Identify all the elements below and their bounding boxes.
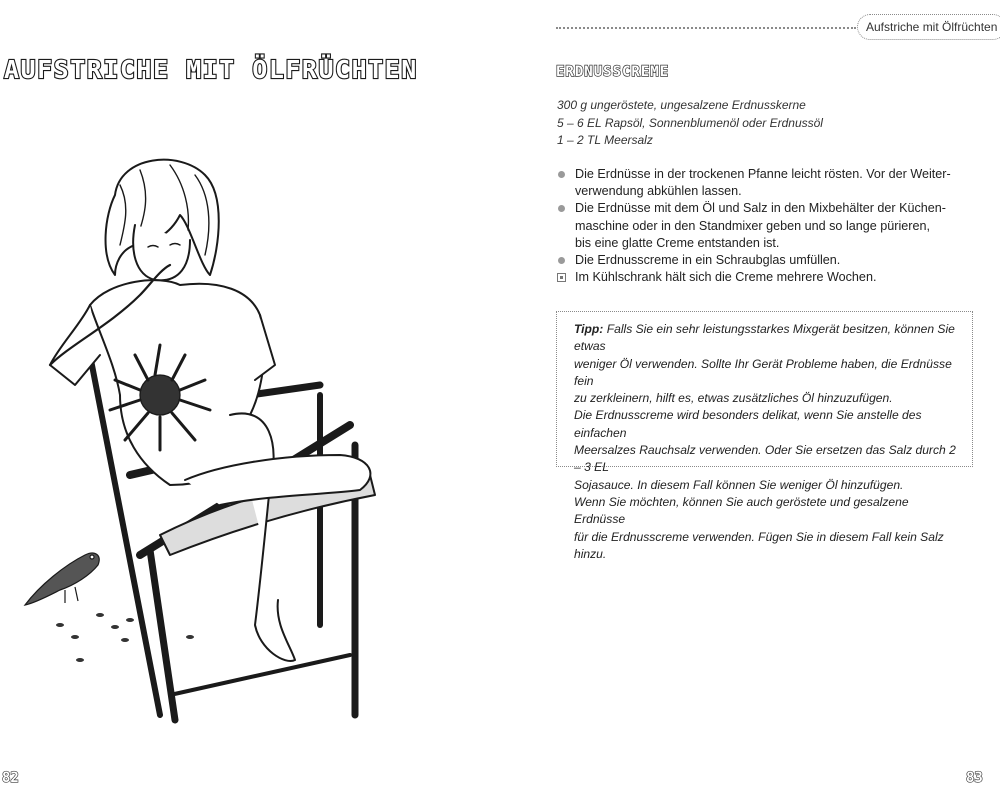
ingredient-item: 5 – 6 EL Rapsöl, Sonnenblumenöl oder Erdnussöl	[557, 115, 823, 130]
page-number-left: 82	[2, 770, 19, 786]
tip-box	[556, 311, 973, 561]
chapter-title: AUFSTRICHE MIT ÖLFRÜCHTEN	[4, 55, 418, 84]
ingredient-list	[557, 97, 823, 150]
tip-line: Sojasauce. In diesem Fall können Sie weniger Öl hinzufügen.	[574, 477, 904, 492]
instruction-line: bis eine glatte Creme entstanden ist.	[575, 235, 780, 250]
bullet-dot-icon	[558, 205, 565, 212]
ingredient-item: 300 g ungeröstete, ungesalzene Erdnusskerne	[557, 98, 806, 112]
instruction-list	[557, 166, 957, 286]
instruction-item	[557, 200, 957, 252]
recipe-title: ERDNUSSCREME	[556, 64, 670, 80]
tip-line	[574, 321, 962, 356]
chapter-illustration	[20, 155, 400, 725]
tip-text: Falls Sie ein sehr leistungsstarkes Mixgerät besitzen, können Sie etwas	[574, 322, 955, 354]
ingredient-item: 1 – 2 TL Meersalz	[557, 133, 653, 147]
instruction-line: Die Erdnusscreme in ein Schraubglas umfüllen.	[575, 253, 841, 268]
tip-line: Wenn Sie möchten, können Sie auch geröstete und gesalzene Erdnüsse	[574, 494, 909, 527]
instruction-line: Die Erdnüsse mit dem Öl und Salz in den Mixbehälter der Küchen-	[575, 201, 946, 216]
tip-line: weniger Öl verwenden. Sollte Ihr Gerät Probleme haben, die Erdnüsse fein	[574, 356, 952, 388]
instruction-line: maschine oder in den Standmixer geben und so lange pürieren,	[575, 218, 930, 233]
bullet-square-icon	[557, 273, 566, 282]
sparrow	[25, 553, 99, 605]
tip-line: zu zerkleinern, hilft es, etwas zusätzliches Öl hinzuzufügen.	[574, 391, 893, 406]
section-header-tab: Aufstriche mit Ölfrüchten	[857, 14, 1000, 40]
bullet-dot-icon	[558, 171, 565, 178]
instruction-item	[557, 252, 957, 269]
section-header-rule	[556, 27, 856, 29]
chair-rung	[170, 655, 350, 695]
tip-line: für die Erdnusscreme verwenden. Fügen Sie in diesem Fall kein Salz hinzu.	[574, 529, 944, 561]
tip-label: Tipp:	[574, 322, 604, 336]
instruction-line: verwendung abkühlen lassen.	[575, 184, 742, 199]
tip-line: Die Erdnusscreme wird besonders delikat, wenn Sie anstelle des einfachen	[574, 408, 922, 440]
bullet-dot-icon	[558, 257, 565, 264]
dress	[90, 280, 264, 485]
instruction-item	[557, 166, 957, 200]
leg	[230, 413, 295, 661]
instruction-line: Die Erdnüsse in der trockenen Pfanne leicht rösten. Vor der Weiter-	[575, 167, 951, 181]
instruction-line: Im Kühlschrank hält sich die Creme mehrere Wochen.	[575, 270, 877, 285]
tip-line: Meersalzes Rauchsalz verwenden. Oder Sie ersetzen das Salz durch 2 – 3 EL	[574, 443, 956, 475]
instruction-item	[557, 269, 957, 286]
sunflower-seeds	[56, 613, 194, 662]
page-number-right: 83	[966, 770, 983, 786]
